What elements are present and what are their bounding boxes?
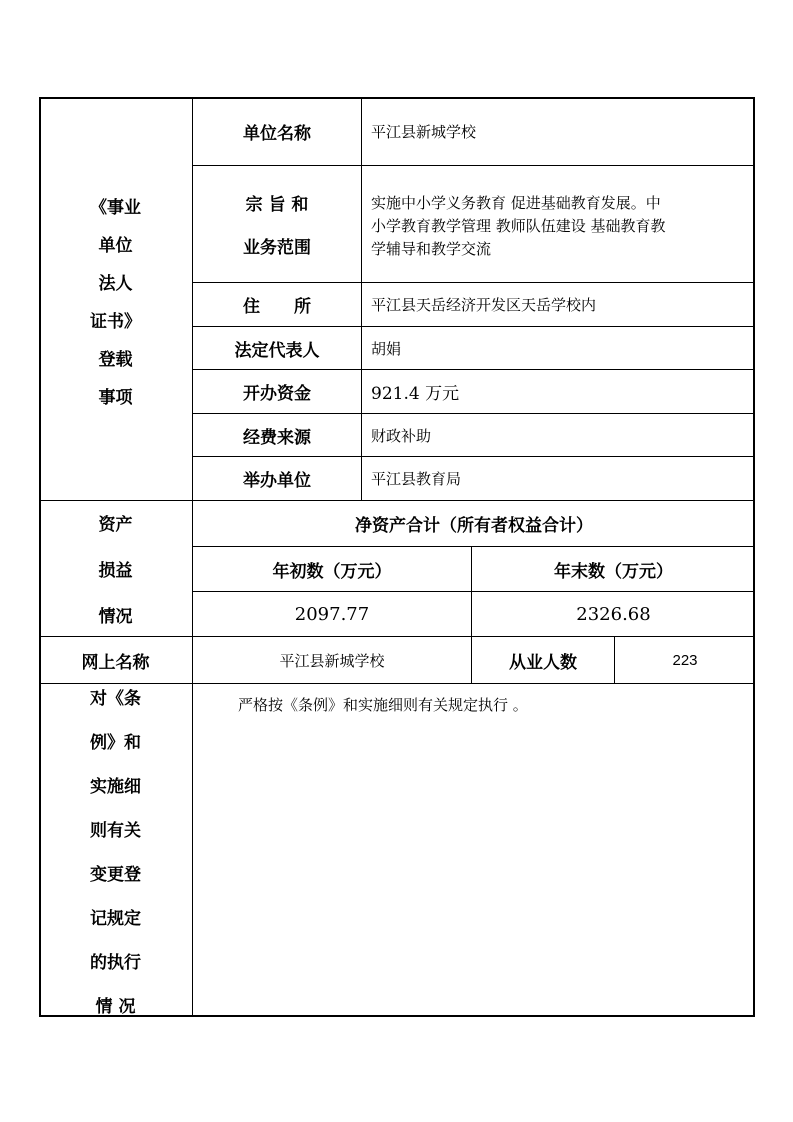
header-line: 《事业 — [90, 197, 141, 218]
purpose-scope-value — [362, 166, 755, 282]
header-line: 实施细 — [90, 777, 141, 797]
value-line: 小学教育教学管理 教师队伍建设 基础教育教 — [371, 217, 666, 235]
header-line: 事项 — [98, 387, 133, 408]
header-line: 对《条 — [90, 689, 141, 709]
header-line: 例》和 — [90, 733, 141, 753]
compliance-content: 严格按《条例》和实施细则有关规定执行 。 — [238, 695, 528, 714]
net-assets-title: 净资产合计（所有者权益合计） — [355, 516, 593, 536]
registered-capital-label: 开办资金 — [243, 384, 311, 404]
legal-representative-label: 法定代表人 — [234, 340, 320, 361]
header-line: 损益 — [98, 561, 133, 581]
ending-balance-label: 年末数（万元） — [554, 561, 673, 582]
ending-balance-value: 2326.68 — [576, 603, 651, 625]
legal-representative-value: 胡娟 — [371, 339, 402, 358]
staff-count-value: 223 — [672, 651, 698, 669]
label-line: 宗 旨 和 — [245, 195, 309, 215]
assets-header — [39, 501, 192, 636]
sponsor-unit-value: 平江县教育局 — [371, 470, 462, 488]
header-line: 证书》 — [90, 311, 141, 332]
header-line: 单位 — [98, 235, 133, 256]
online-name-value: 平江县新城学校 — [279, 651, 385, 670]
beginning-balance-value: 2097.77 — [294, 603, 370, 625]
header-line: 变更登 — [90, 865, 141, 885]
header-line: 情况 — [98, 607, 133, 627]
value-line: 实施中小学义务教育 促进基础教育发展。中 — [371, 194, 661, 212]
header-line: 情 况 — [95, 997, 136, 1017]
registered-capital-value: 921.4 万元 — [371, 384, 460, 404]
staff-count-label: 从业人数 — [509, 652, 577, 673]
header-line: 的执行 — [90, 953, 141, 973]
regulation-compliance-header — [39, 684, 192, 1017]
purpose-scope-label — [193, 166, 361, 282]
header-line: 法人 — [98, 273, 133, 294]
unit-name-label: 单位名称 — [243, 123, 311, 144]
header-line: 资产 — [98, 515, 133, 535]
funding-source-label: 经费来源 — [243, 427, 311, 448]
header-line: 登载 — [98, 349, 133, 370]
online-name-label: 网上名称 — [81, 652, 150, 673]
header-line: 则有关 — [90, 821, 141, 841]
certificate-items-header — [39, 170, 192, 430]
beginning-balance-label: 年初数（万元） — [272, 561, 392, 582]
value-line: 学辅导和教学交流 — [371, 240, 492, 258]
address-value: 平江县天岳经济开发区天岳学校内 — [371, 296, 597, 314]
label-line: 业务范围 — [243, 238, 311, 258]
unit-name-value: 平江县新城学校 — [371, 122, 477, 141]
funding-source-value: 财政补助 — [371, 426, 432, 445]
sponsor-unit-label: 举办单位 — [243, 471, 311, 491]
address-label: 住 所 — [243, 297, 311, 317]
header-line: 记规定 — [90, 909, 141, 929]
